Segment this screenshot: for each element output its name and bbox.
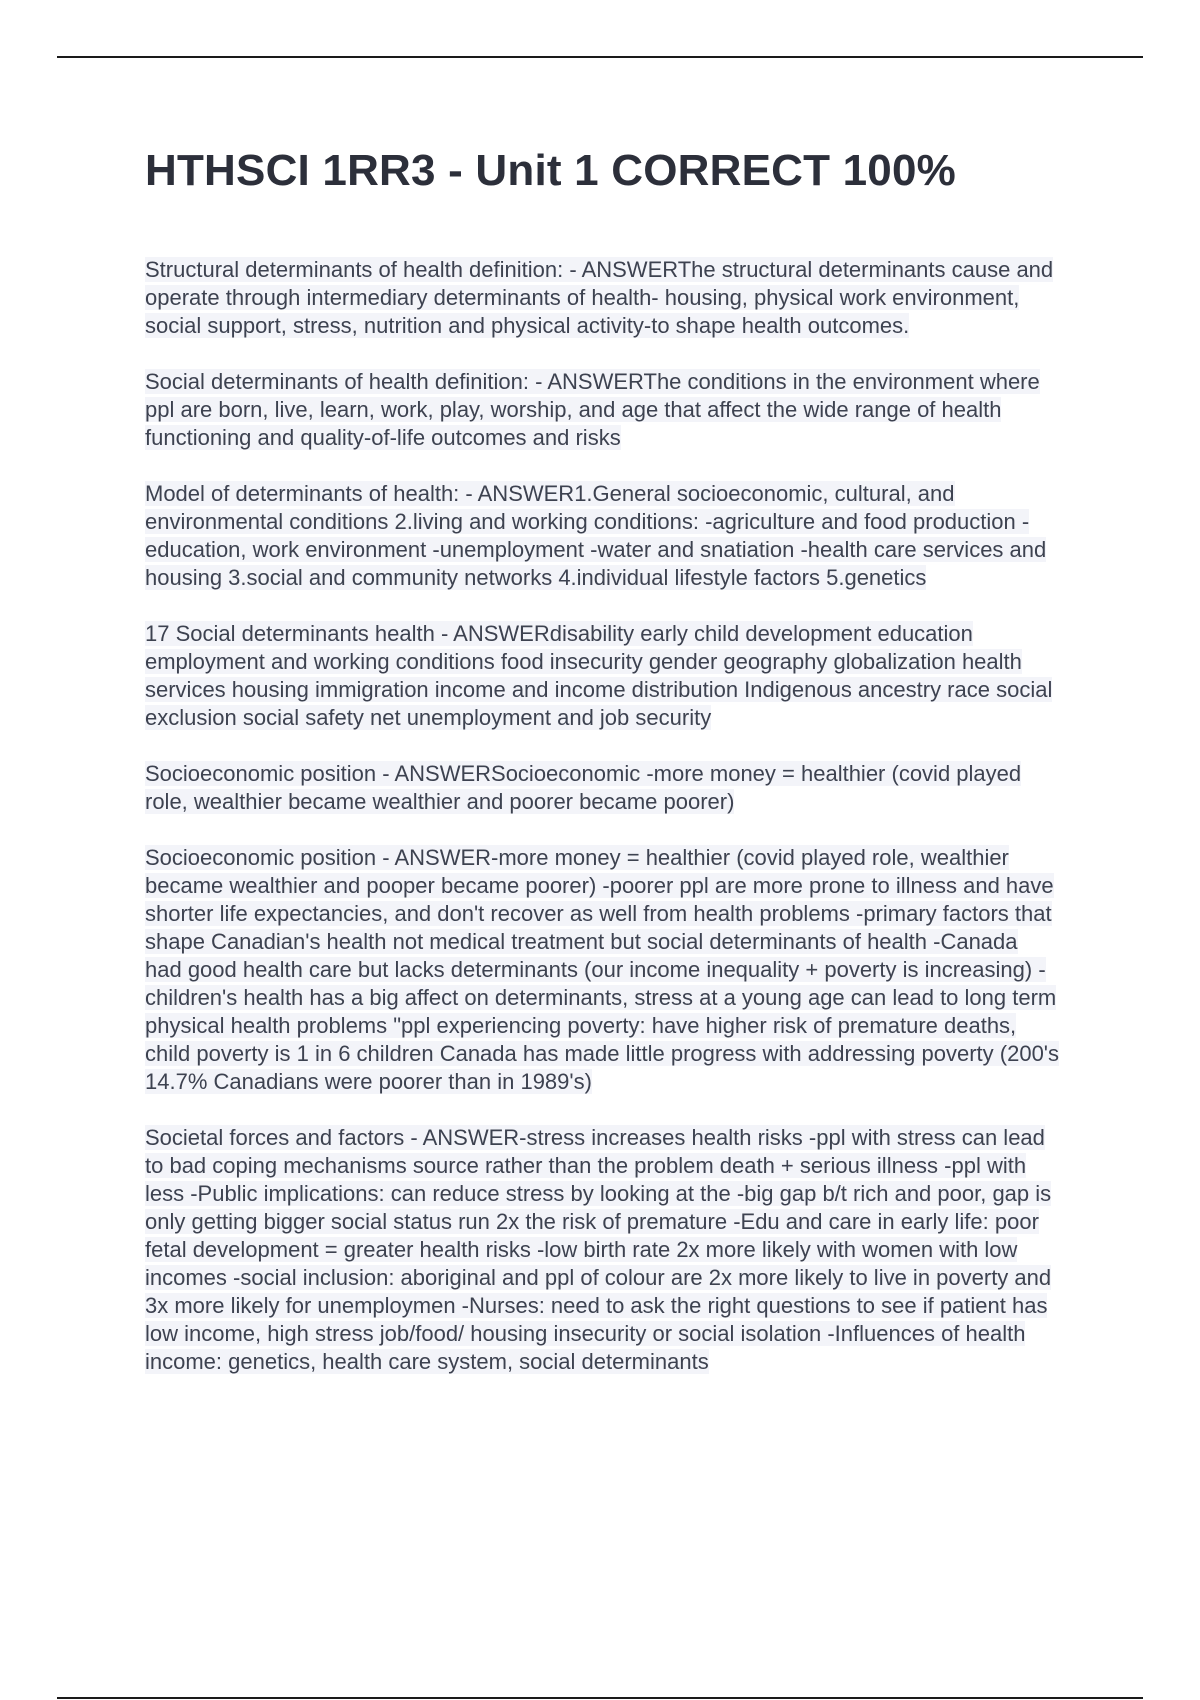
qa-entry xyxy=(145,1124,1060,1376)
qa-entry-text: Socioeconomic position - ANSWER-more money = healthier (covid played role, wealthier became wealthier and pooper became poorer) -poorer ppl are more prone to illness and have shorter life expectancies, and don't recover as well from health problems -primary factors that shape Canadian's health not medical treatment but social determinants of health -Canada had good health care but lacks determinants (our income inequality + poverty is increasing) -children's health has a big affect on determinants, stress at a young age can lead to long term physical health problems "ppl experiencing poverty: have higher risk of premature deaths, child poverty is 1 in 6 children Canada has made little progress with addressing poverty (200's 14.7% Canadians were poorer than in 1989's) xyxy=(145,845,1060,1094)
bottom-rule xyxy=(57,1697,1143,1699)
qa-entry xyxy=(145,256,1060,340)
qa-entry-text: Societal forces and factors - ANSWER-stress increases health risks -ppl with stress can lead to bad coping mechanisms source rather than the problem death + serious illness -ppl with less -Public implications: can reduce stress by looking at the -big gap b/t rich and poor, gap is only getting bigger social status run 2x the risk of premature -Edu and care in early life: poor fetal development = greater health risks -low birth rate 2x more likely with women with low incomes -social inclusion: aboriginal and ppl of colour are 2x more likely to live in poverty and 3x more likely for unemploymen -Nurses: need to ask the right questions to see if patient has low income, high stress job/food/ housing insecurity or social isolation -Influences of health income: genetics, health care system, social determinants xyxy=(145,1125,1052,1374)
qa-entry xyxy=(145,368,1060,452)
qa-entry-text: Model of determinants of health: - ANSWER1.General socioeconomic, cultural, and environmental conditions 2.living and working conditions: -agriculture and food production -education, work environment -unemployment -water and snatiation -health care services and housing 3.social and community networks 4.individual lifestyle factors 5.genetics xyxy=(145,481,1047,590)
qa-entry xyxy=(145,844,1060,1096)
qa-entry-text: Socioeconomic position - ANSWERSocioeconomic -more money = healthier (covid played role, wealthier became wealthier and poorer became poorer) xyxy=(145,761,1022,814)
qa-entry-text: Social determinants of health definition: - ANSWERThe conditions in the environment where ppl are born, live, learn, work, play, worship, and age that affect the wide range of health functioning and quality-of-life outcomes and risks xyxy=(145,369,1040,450)
top-rule xyxy=(57,56,1143,58)
qa-entry-text: Structural determinants of health definition: - ANSWERThe structural determinants cause and operate through intermediary determinants of health- housing, physical work environment, social support, stress, nutrition and physical activity-to shape health outcomes. xyxy=(145,257,1054,338)
qa-entry-text: 17 Social determinants health - ANSWERdisability early child development education employment and working conditions food insecurity gender geography globalization health services housing immigration income and income distribution Indigenous ancestry race social exclusion social safety net unemployment and job security xyxy=(145,621,1053,730)
qa-entry xyxy=(145,760,1060,816)
document-body xyxy=(145,256,1060,1404)
document-title: HTHSCI 1RR3 - Unit 1 CORRECT 100% xyxy=(145,146,956,195)
qa-entry xyxy=(145,480,1060,592)
qa-entry xyxy=(145,620,1060,732)
